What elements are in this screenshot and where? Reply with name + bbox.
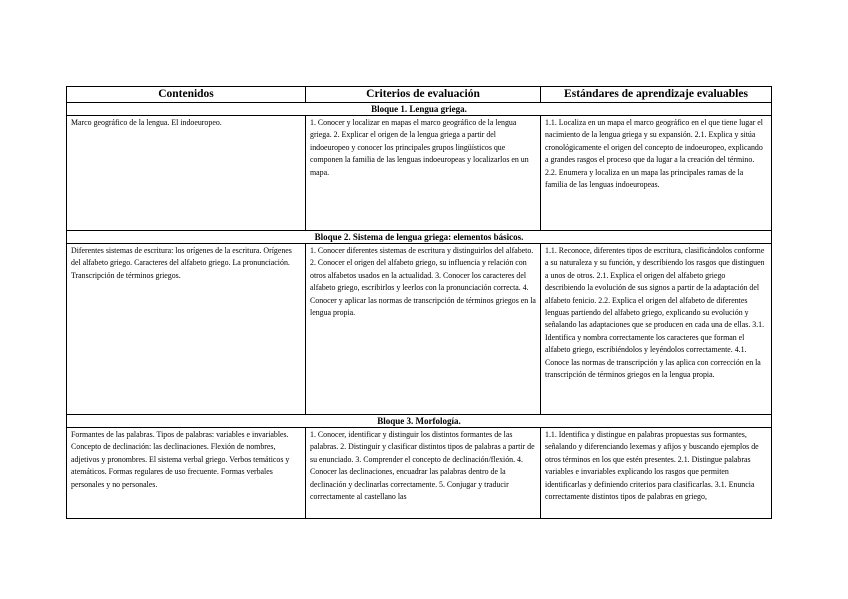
- block-2-contenidos: Diferentes sistemas de escritura: los orígenes de la escritura. Orígenes del alfabeto griego. Caracteres del alfabeto griego. La pronunciación. Transcripción de términos griegos.: [67, 244, 306, 415]
- block-3-criterios: 1. Conocer, identificar y distinguir los distintos formantes de las palabras. 2. Distinguir y clasificar distintos tipos de palabras a partir de su enunciado. 3. Comprender el concepto de declinación/flexión. 4. Conocer las declinaciones, encuadrar las palabras dentro de la declinación y declinarlas correctamente. 5. Conjugar y traducir correctamente al castellano las: [306, 428, 541, 519]
- block-2-title: Bloque 2. Sistema de lengua griega: elementos básicos.: [67, 231, 772, 244]
- header-row: [67, 87, 772, 103]
- block-1-contenidos: Marco geográfico de la lengua. El indoeuropeo.: [67, 116, 306, 231]
- block-1-estandares: 1.1. Localiza en un mapa el marco geográfico en el que tiene lugar el nacimiento de la lengua griega y su expansión. 2.1. Explica y sitúa cronológicamente el origen del concepto de indoeuropeo, explicando a grandes rasgos el proceso que da lugar a la creación del término. 2.2. Enumera y localiza en un mapa las principales ramas de la familia de las lenguas indoeuropeas.: [541, 116, 772, 231]
- block-2-estandares: 1.1. Reconoce, diferentes tipos de escritura, clasificándolos conforme a su naturaleza y su función, y describiendo los rasgos que distinguen a unos de otros. 2.1. Explica el origen del alfabeto griego describiendo la evolución de sus signos a partir de la adaptación del alfabeto fenicio. 2.2. Explica el origen del alfabeto de diferentes lenguas partiendo del alfabeto griego, explicando su evolución y señalando las adaptaciones que se producen en cada una de ellas. 3.1. Identifica y nombra correctamente los caracteres que forman el alfabeto griego, escribiéndolos y leyéndolos correctamente. 4.1. Conoce las normas de transcripción y las aplica con corrección en la transcripción de términos griegos en la lengua propia.: [541, 244, 772, 415]
- block-3-estandares: 1.1. Identifica y distingue en palabras propuestas sus formantes, señalando y diferenciando lexemas y afijos y buscando ejemplos de otros términos en los que estén presentes. 2.1. Distingue palabras variables e invariables explicando los rasgos que permiten identificarlas y definiendo criterios para clasificarlas. 3.1. Enuncia correctamente distintos tipos de palabras en griego,: [541, 428, 772, 519]
- block-1-criterios: 1. Conocer y localizar en mapas el marco geográfico de la lengua griega. 2. Explicar el origen de la lengua griega a partir del indoeuropeo y conocer los principales grupos lingüísticos que componen la familia de las lenguas indoeuropeas y localizarlos en un mapa.: [306, 116, 541, 231]
- table-row: [67, 244, 772, 415]
- curriculum-table: [66, 86, 772, 519]
- block-2-criterios: 1. Conocer diferentes sistemas de escritura y distinguirlos del alfabeto. 2. Conocer el origen del alfabeto griego, su influencia y relación con otros alfabetos usados en la actualidad. 3. Conocer los caracteres del alfabeto griego, escribirlos y leerlos con la pronunciación correcta. 4. Conocer y aplicar las normas de transcripción de términos griegos en la lengua propia.: [306, 244, 541, 415]
- block-title-row: [67, 415, 772, 428]
- block-3-title: Bloque 3. Morfología.: [67, 415, 772, 428]
- header-contenidos: Contenidos: [67, 87, 306, 103]
- header-estandares: Estándares de aprendizaje evaluables: [541, 87, 772, 103]
- block-title-row: [67, 231, 772, 244]
- header-criterios: Criterios de evaluación: [306, 87, 541, 103]
- block-1-title: Bloque 1. Lengua griega.: [67, 103, 772, 116]
- table-row: [67, 428, 772, 519]
- block-3-contenidos: Formantes de las palabras. Tipos de palabras: variables e invariables. Concepto de declinación: las declinaciones. Flexión de nombres, adjetivos y pronombres. El sistema verbal griego. Verbos temáticos y atemáticos. Formas regulares de uso frecuente. Formas verbales personales y no personales.: [67, 428, 306, 519]
- table-row: [67, 116, 772, 231]
- block-title-row: [67, 103, 772, 116]
